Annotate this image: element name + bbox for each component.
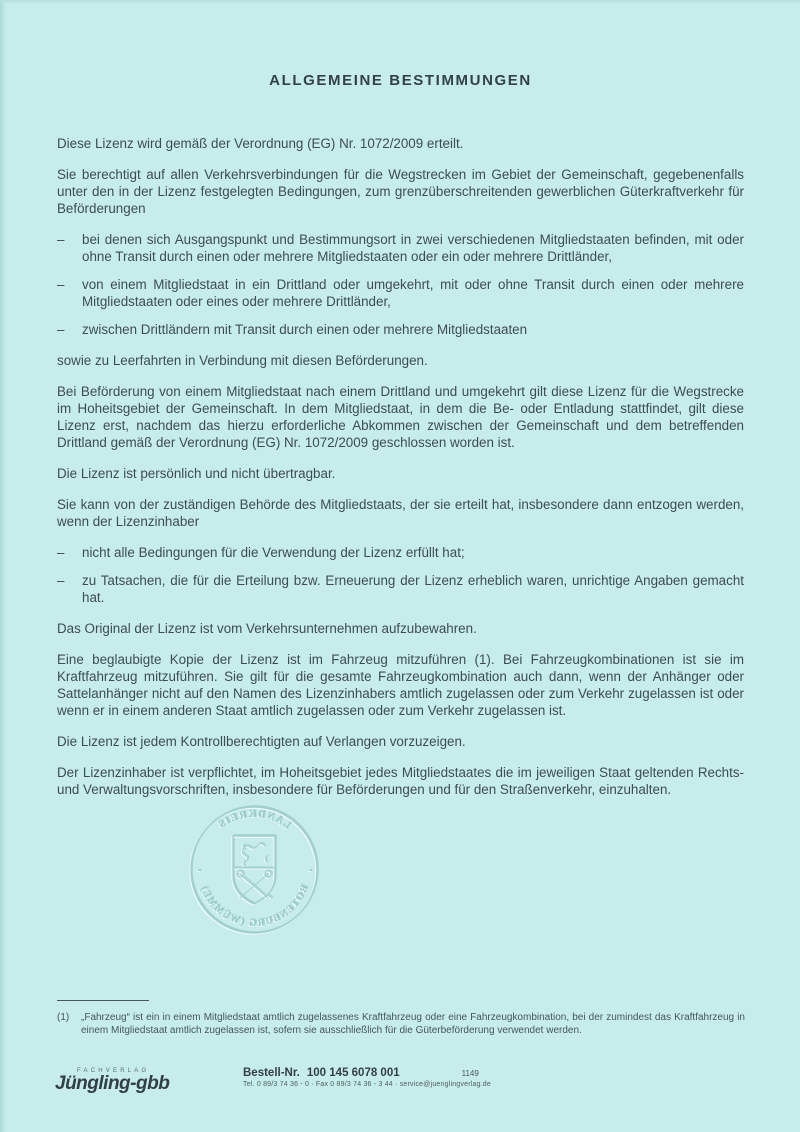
paragraph: Diese Lizenz wird gemäß der Verordnung (EG) Nr. 1072/2009 erteilt. xyxy=(57,136,464,151)
publisher-name: Jüngling-gbb xyxy=(55,1073,170,1094)
embossed-seal xyxy=(188,804,320,936)
seal-separator-left: - xyxy=(309,865,312,875)
bullet-dash: – xyxy=(57,232,65,247)
document-body xyxy=(57,72,744,936)
seal-graphic xyxy=(188,804,320,936)
publisher-contact: Tel. 0 89/3 74 36 - 0 · Fax 0 89/3 74 36 - 3 44 · service@juenglingverlag.de xyxy=(243,1081,491,1088)
footnote-marker: (1) xyxy=(57,1012,70,1023)
footnote-divider xyxy=(57,1000,149,1001)
list-item-text: bei denen sich Ausgangspunkt und Bestimmungsort in zwei verschiedenen Mitgliedstaaten befinden, mit oder ohne Transit durch einen oder mehrere Mitgliedstaaten oder ein oder mehrere Drittländer, xyxy=(82,232,744,264)
list-item xyxy=(57,544,744,561)
seal-bottom-arc-text: ROTENBURG (WÜMME) xyxy=(197,883,311,930)
footnote-text: „Fahrzeug“ ist ein in einem Mitgliedstaat amtlich zugelassenes Kraftfahrzeug oder eine Fahrzeugkombination, bei der zumindest das Kraftfahrzeug in einem Mitgliedstaat amtlich zugelassen ist, sofern sie ausschließlich für die Güterbeförderung verwendet werden. xyxy=(81,1012,745,1036)
print-code: 1149 xyxy=(461,1069,479,1078)
paragraph: Sie berechtigt auf allen Verkehrsverbindungen für die Wegstrecken im Gebiet der Gemeinschaft, gegebenenfalls unter den in der Lizenz festgelegten Bedingungen, zum grenzüberschreitenden gewerblichen Güterkraftverkehr für Beförderungen xyxy=(57,167,744,216)
paragraph: Die Lizenz ist persönlich und nicht übertragbar. xyxy=(57,466,336,481)
order-number-value: 100 145 6078 001 xyxy=(306,1067,400,1079)
list-item xyxy=(57,572,744,606)
seal-separator-right: - xyxy=(198,865,201,875)
document-title: ALLGEMEINE BESTIMMUNGEN xyxy=(269,72,532,89)
bullet-dash: – xyxy=(57,277,65,292)
seal-outer-ring xyxy=(191,807,317,933)
list-item xyxy=(57,321,744,338)
list-item xyxy=(57,276,744,310)
paragraph: Der Lizenzinhaber ist verpflichtet, im Hoheitsgebiet jedes Mitgliedstaates die im jeweiligen Staat geltenden Rechts- und Verwaltungsvorschriften, insbesondere für Beförderungen und für den Straßenverkehr, einzuhalten. xyxy=(57,765,744,797)
seal-shield xyxy=(233,836,275,904)
list-item xyxy=(57,231,744,265)
publisher-tagline: FACHVERLAG xyxy=(77,1068,150,1074)
list-item-text: nicht alle Bedingungen für die Verwendung der Lizenz erfüllt hat; xyxy=(82,545,465,560)
bullet-dash: – xyxy=(57,322,65,337)
paragraph: Sie kann von der zuständigen Behörde des Mitgliedstaats, der sie erteilt hat, insbesondere dann entzogen werden, wenn der Lizenzinhaber xyxy=(57,497,744,529)
publisher-logo xyxy=(55,1067,243,1093)
paragraph: Die Lizenz ist jedem Kontrollberechtigten auf Verlangen vorzuzeigen. xyxy=(57,734,466,749)
bullet-dash: – xyxy=(57,545,65,560)
paragraph: Das Original der Lizenz ist vom Verkehrsunternehmen aufzubewahren. xyxy=(57,621,477,636)
list-item-text: zwischen Drittländern mit Transit durch einen oder mehrere Mitgliedstaaten xyxy=(82,322,528,337)
list-item-text: zu Tatsachen, die für die Erteilung bzw. Erneuerung der Lizenz erheblich waren, unrichtige Angaben gemacht hat. xyxy=(82,573,744,605)
footnote xyxy=(57,1000,745,1037)
order-number-label: Bestell-Nr. xyxy=(243,1067,300,1079)
paragraph: Bei Beförderung von einem Mitgliedstaat nach einem Drittland und umgekehrt gilt diese Lizenz für die Wegstrecke im Hoheitsgebiet der Gemeinschaft. In dem Mitgliedstaat, in dem die Be- oder Entladung stattfindet, gilt diese Lizenz erst, nachdem das hierzu erforderliche Abkommen zwischen der Gemeinschaft und dem betreffenden Drittland gemäß der Verordnung (EG) Nr. 1072/2009 geschlossen worden ist. xyxy=(57,384,744,450)
paragraph: sowie zu Leerfahrten in Verbindung mit diesen Beförderungen. xyxy=(57,353,428,368)
seal-top-arc-text: LANDKREIS xyxy=(215,808,293,832)
order-info xyxy=(243,1067,745,1088)
list-item-text: von einem Mitgliedstaat in ein Drittland oder umgekehrt, mit oder ohne Transit durch einen oder mehrere Mitgliedstaaten oder eines oder mehrere Drittländer, xyxy=(82,277,744,309)
paragraph: Eine beglaubigte Kopie der Lizenz ist im Fahrzeug mitzuführen (1). Bei Fahrzeugkombinationen ist sie im Kraftfahrzeug mitzuführen. Sie gilt für die gesamte Fahrzeugkombination auch dann, wenn der Anhänger oder Sattelanhänger nicht auf den Namen des Lizenzinhabers amtlich zugelassen oder zum Verkehr zugelassen ist oder wenn er in einem anderen Staat amtlich zugelassen oder zum Verkehr zugelassen ist. xyxy=(57,652,744,718)
publisher-footer xyxy=(55,1067,745,1093)
bullet-dash: – xyxy=(57,573,65,588)
